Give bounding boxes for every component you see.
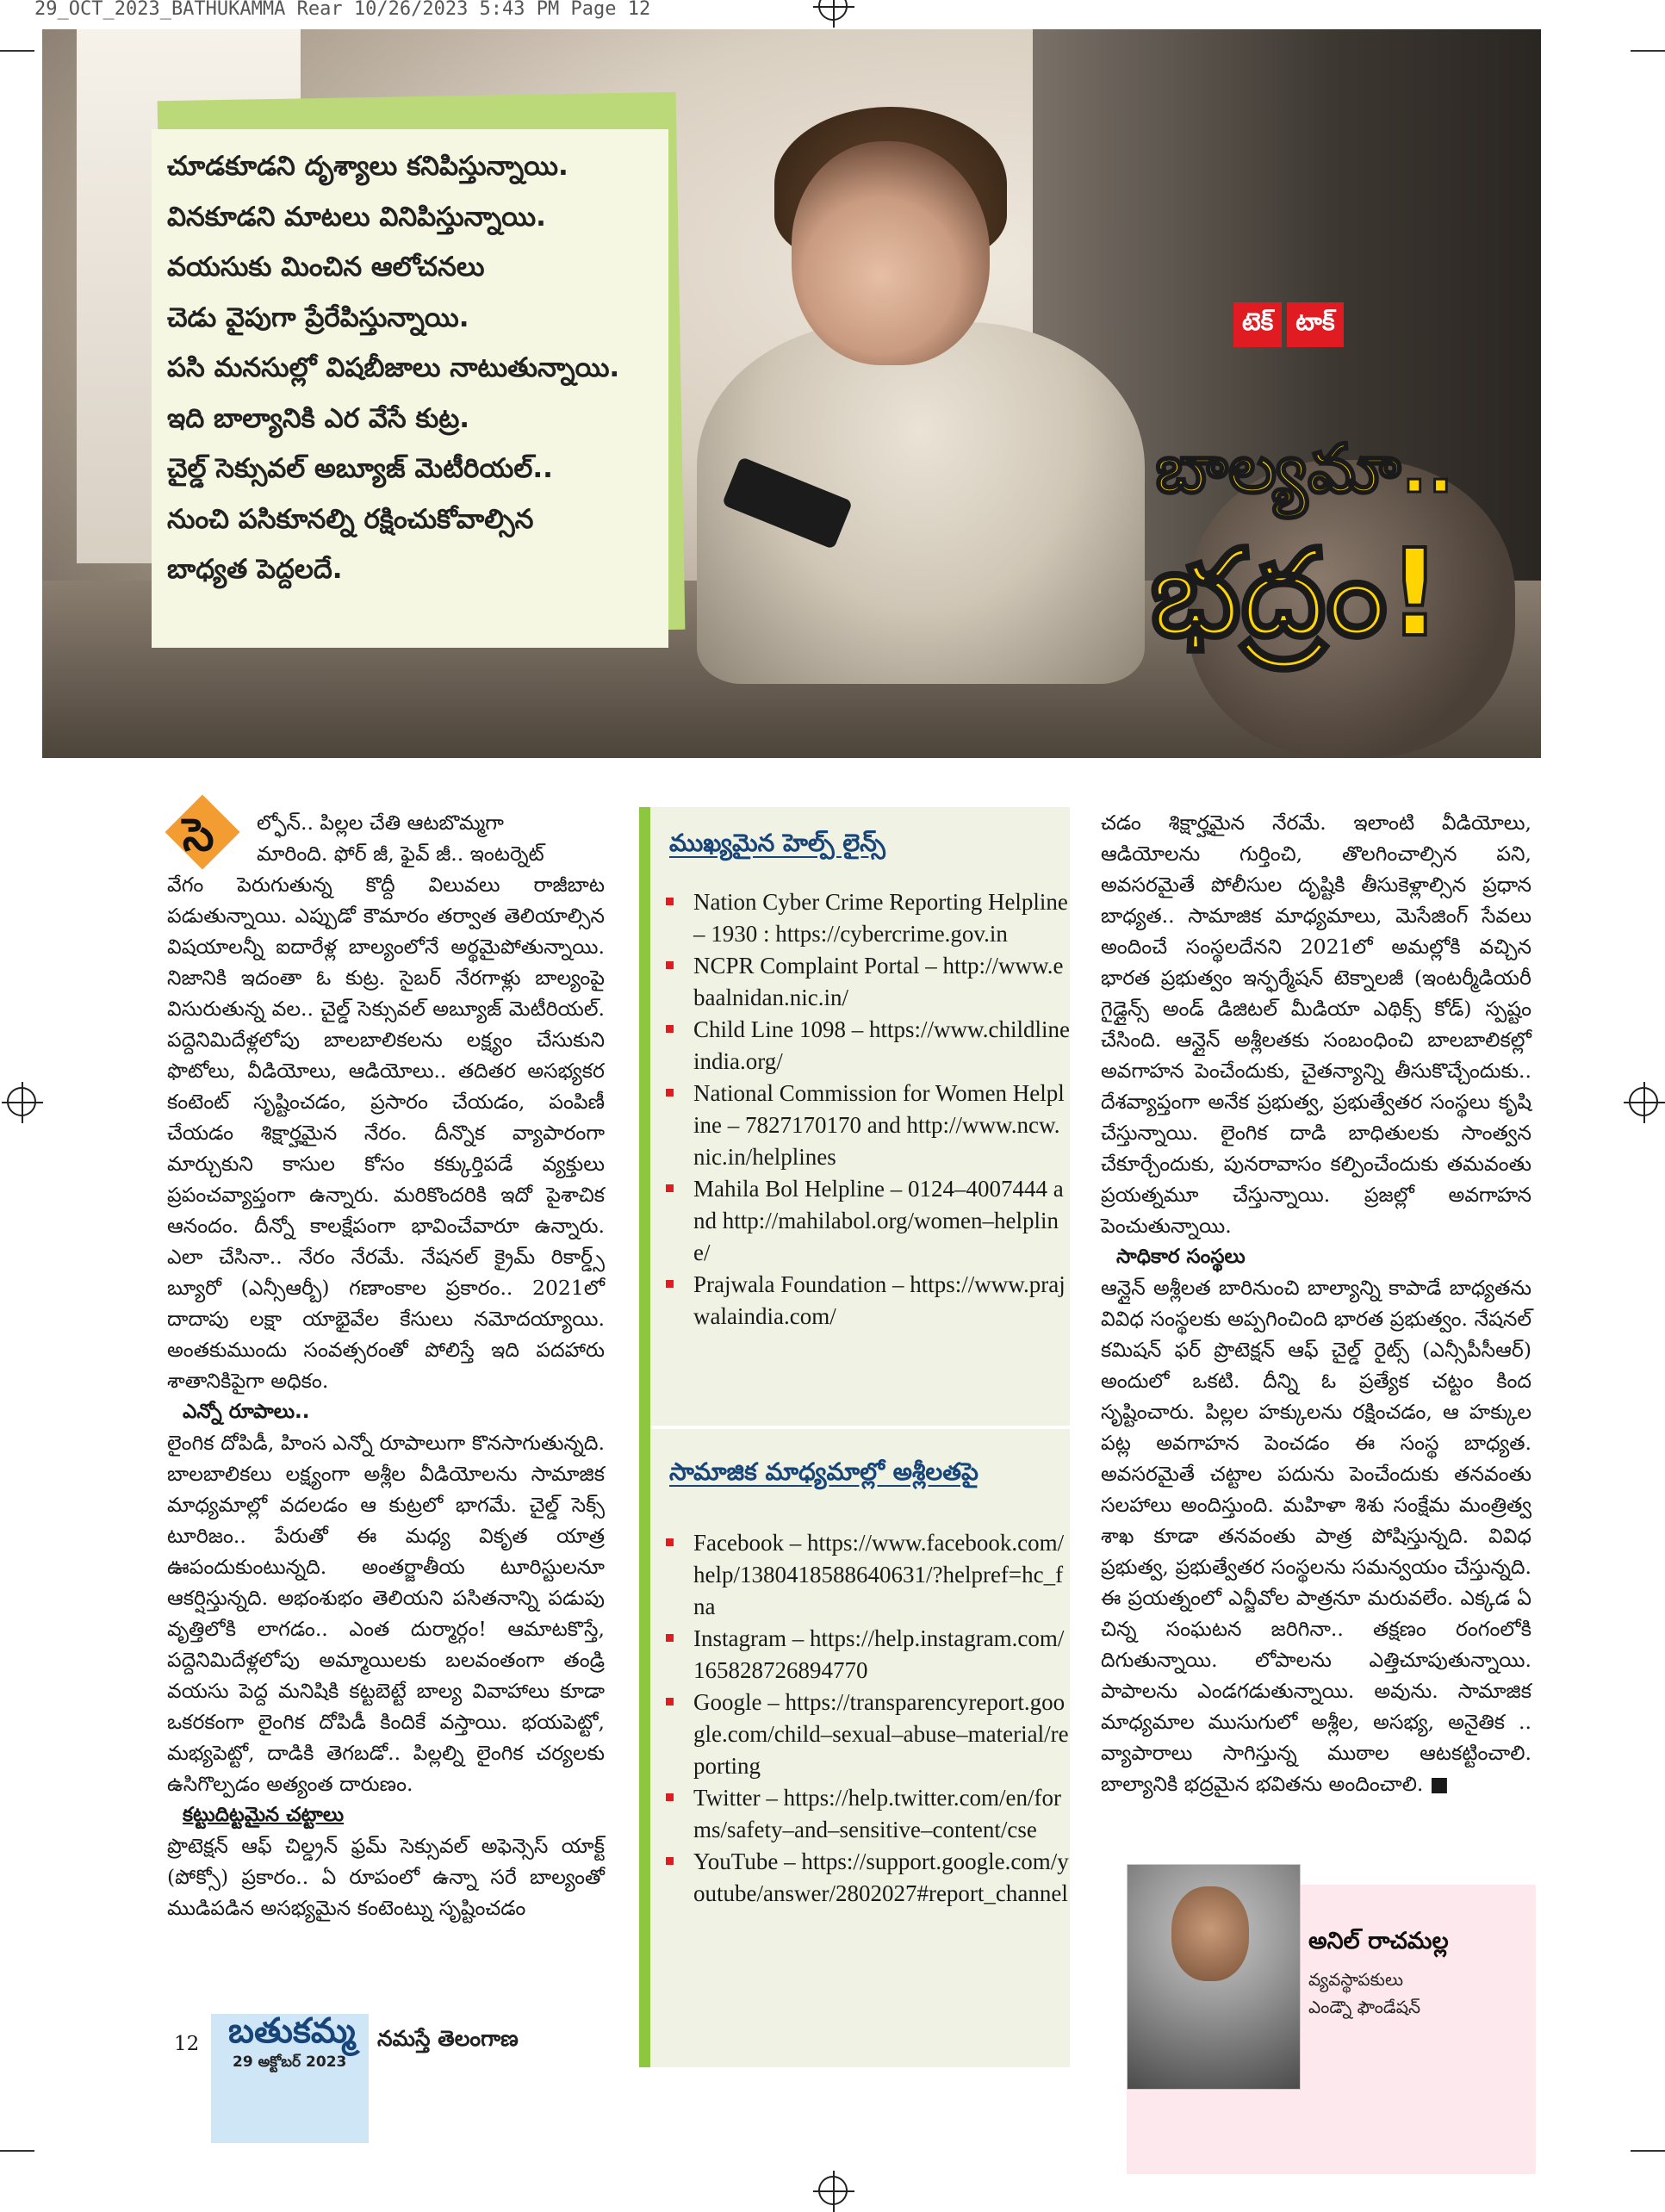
subheading: ఎన్నో రూపాలు.. — [183, 1401, 310, 1423]
footer-paper-name: నమస్తే తెలంగాణ — [377, 2026, 519, 2051]
quote-line: చెడు వైపుగా ప్రేరేపిస్తున్నాయి. — [167, 301, 469, 333]
helplines-list — [650, 886, 1070, 1333]
quote-line: బాధ్యత పెద్దలదే. — [167, 554, 343, 585]
subheading: సాధికార సంస్థలు — [1116, 1246, 1246, 1268]
article-text: ల్ఫోన్.. పిల్లల చేతి ఆటబొమ్మగా — [257, 811, 504, 835]
section-tag-left: టెక్ — [1233, 302, 1282, 347]
social-link-item: YouTube – https://support.google.com/youtube/answer/2802027#report_channel — [650, 1846, 1070, 1910]
sidebar-divider — [650, 1426, 1070, 1429]
social-link-item: Google – https://transparencyreport.google.com/child–sexual–abuse–material/reporting — [650, 1687, 1070, 1782]
helpline-item: Mahila Bol Helpline – 0124–4007444 and http://mahilabol.org/women–helpline/ — [650, 1173, 1070, 1269]
printer-slug: 29_OCT_2023_BATHUKAMMA Rear 10/26/2023 5:43 PM Page 12 — [34, 0, 651, 20]
section-tag — [1233, 302, 1370, 347]
author-face — [1171, 1886, 1249, 1981]
helpline-item: Child Line 1098 – https://www.childlineindia.org/ — [650, 1014, 1070, 1078]
article-paragraph: వేగం పెరుగుతున్న కొద్దీ విలువలు రాజీబాట పడుతున్నాయి. ఎప్పుడో కౌమారం తర్వాత తెలియాల్సిన విషయాలన్నీ ఐదారేళ్ల బాల్యంలోనే అర్థమైపోతున్నాయి. నిజానికి ఇదంతా ఓ కుట్ర. సైబర్ నేరగాళ్లు బాల్యంపై విసురుతున్న వల.. చైల్డ్ సెక్సువల్ అబ్యూజ్ మెటీరియల్. పద్దెనిమిదేళ్లలోపు బాలబాలికలను లక్ష్యం చేసుకుని ఫొటోలు, వీడియోలు, ఆడియోలు.. తదితర అసభ్యకర కంటెంట్ సృష్టించడం, ప్రసారం చేయడం, పంపిణీ చేయడం శిక్షార్హమైన నేరం. దీన్నొక వ్యాపారంగా మార్చుకుని కాసుల కోసం కక్కుర్తిపడే వ్యక్తులు ప్రపంచవ్యాప్తంగా ఉన్నారు. మరికొందరికి ఇదో పైశాచిక ఆనందం. దీన్నో కాలక్షేపంగా భావించేవారూ ఉన్నారు. ఎలా చేసినా.. నేరం నేరమే. నేషనల్ క్రైమ్ రికార్డ్స్ బ్యూరో (ఎన్సీఆర్బీ) గణాంకాల ప్రకారం.. 2021లో దాదాపు లక్షా యాభైవేల కేసులు నమోదయ్యాయి. అంతకుముందు సంవత్సరంతో పోలిస్తే ఇది పదహారు శాతానికిపైగా అధికం. — [167, 873, 605, 1393]
subheading — [167, 1799, 605, 1830]
drop-cap — [167, 807, 257, 864]
article-paragraph: ఆన్లైన్ అశ్లీలత బారినుంచి బాల్యాన్ని కాపాడే బాధ్యతను వివిధ సంస్థలకు అప్పగించింది భారత ప్రభుత్వం. నేషనల్ కమిషన్ ఫర్ ప్రొటెక్షన్ ఆఫ్ చైల్డ్ రైట్స్ (ఎన్సీపీసీఆర్) అందులో ఒకటి. దీన్ని ఓ ప్రత్యేక చట్టం కింద సృష్టించారు. పిల్లల హక్కులను రక్షించడం, ఆ హక్కుల పట్ల అవగాహన పెంచడం ఈ సంస్థ బాధ్యత. అవసరమైతే చట్టాల పదును పెంచేందుకు తనవంతు సలహాలు అందిస్తుంది. మహిళా శిశు సంక్షేమ మంత్రిత్వ శాఖ కూడా తనవంతు పాత్ర పోషిస్తున్నది. వివిధ ప్రభుత్వ, ప్రభుత్వేతర సంస్థలను సమన్వయం చేస్తున్నది. ఈ ప్రయత్నంలో ఎన్జీవోల పాత్రనూ మరువలేం. ఎక్కడ ఏ చిన్న సంఘటన జరిగినా.. తక్షణం రంగంలోకి దిగుతున్నాయి. లోపాలను ఎత్తిచూపుతున్నాయి. పాపాలను ఎండగడుతున్నాయి. అవును. సామాజిక మాధ్యమాల ముసుగులో అశ్లీల, అసభ్య, అనైతిక .. వ్యాపారాలు సాగిస్తున్న ముఠాల ఆటకట్టించాలి. బాల్యానికి భద్రమైన భవితను అందించాలి. ■ — [1101, 1276, 1531, 1796]
helpline-item: National Commission for Women Helpline – 7827170170 and http://www.ncw.nic.in/helplines — [650, 1078, 1070, 1173]
quote-line: పసి మనసుల్లో విషబీజాలు నాటుతున్నాయి. — [167, 352, 620, 383]
registration-mark-icon — [818, 2176, 848, 2205]
quote-line: ఇది బాల్యానికి ఎర వేసే కుట్ర. — [167, 402, 470, 434]
helplines-heading: ముఖ్యమైన హెల్ప్ లైన్స్ — [669, 829, 885, 857]
author-role-line: వ్యవస్థాపకులు — [1308, 1969, 1404, 1990]
quote-line: వినకూడని మాటలు వినిపిస్తున్నాయి. — [167, 201, 546, 233]
social-link-item: Instagram – https://help.instagram.com/165828726894770 — [650, 1623, 1070, 1687]
article-paragraph: చడం శిక్షార్హమైన నేరమే. ఇలాంటి వీడియోలు, ఆడియోలను గుర్తించి, తొలగించాల్సిన పని, అవసరమైతే పోలీసుల దృష్టికి తీసుకెళ్లాల్సిన ప్రధాన బాధ్యత.. సామాజిక మాధ్యమాలు, మెసేజింగ్ సేవలు అందించే సంస్థలదేనని 2021లో అమల్లోకి వచ్చిన భారత ప్రభుత్వం ఇన్ఫర్మేషన్ టెక్నాలజీ (ఇంటర్మీడియరీ గైడ్లైన్స్ అండ్ డిజిటల్ మీడియా ఎథిక్స్ కోడ్) స్పష్టం చేసింది. ఆన్లైన్ అశ్లీలతకు సంబంధించి బాలబాలికల్లో అవగాహన పెంచేందుకు, చైతన్యాన్ని తీసుకొచ్చేందుకు.. దేశవ్యాప్తంగా అనేక ప్రభుత్వ, ప్రభుత్వేతర సంస్థలు కృషి చేస్తున్నాయి. లైంగిక దాడి బాధితులకు సాంత్వన చేకూర్చేందుకు, పునరావాసం కల్పించేందుకు తమవంతు ప్రయత్నమూ చేస్తున్నాయి. ప్రజల్లో అవగాహన పెంచుతున్నాయి. — [1101, 811, 1531, 1238]
article-column-left — [167, 807, 605, 1923]
social-link-item: Twitter – https://help.twitter.com/en/forms/safety–and–sensitive–content/cse — [650, 1782, 1070, 1846]
section-tag-right: టాక్ — [1287, 302, 1343, 347]
quote-line: వయసుకు మించిన ఆలోచనలు — [167, 252, 485, 283]
photo-child-face — [792, 141, 990, 365]
intro-quote-box — [152, 129, 668, 648]
headline-line1: బాల్యమా.. — [1155, 431, 1455, 508]
social-link-item: Facebook – https://www.facebook.com/help/1380418588640631/?helpref=hc_fna — [650, 1527, 1070, 1623]
quote-line: చైల్డ్ సెక్సువల్ అబ్యూజ్ మెటీరియల్.. — [167, 453, 553, 484]
social-heading: సామాజిక మాధ్యమాల్లో అశ్లీలతపై — [669, 1457, 978, 1486]
author-role — [1308, 1966, 1420, 2021]
helpline-item: Nation Cyber Crime Reporting Helpline – 1930 : https://cybercrime.gov.in — [650, 886, 1070, 950]
helplines-section — [650, 826, 1070, 1333]
article-paragraph: ప్రొటెక్షన్ ఆఫ్ చిల్డ్రన్ ఫ్రమ్ సెక్సువల్ అఫెన్సెస్ యాక్ట్ (పోక్సో) ప్రకారం.. ఏ రూపంలో ఉన్నా సరే బాల్యంతో ముడిపడిన అసభ్యమైన కంటెంట్ను సృష్టించడం — [167, 1834, 605, 1920]
subheading-text: కట్టుదిట్టమైన చట్టాలు — [183, 1804, 345, 1826]
crop-mark — [0, 2150, 34, 2152]
quote-line: నుంచి పసికూనల్ని రక్షించుకోవాల్సిన — [167, 503, 534, 535]
article-column-right — [1101, 807, 1531, 1799]
crop-mark — [1631, 50, 1665, 52]
page-number: 12 — [174, 2033, 200, 2055]
helpline-item: Prajwala Foundation – https://www.prajwalaindia.com/ — [650, 1269, 1070, 1333]
footer-brand: బతుకమ్మ — [228, 2011, 356, 2051]
author-role-line: ఎండ్నౌ ఫౌండేషన్ — [1308, 1997, 1421, 2017]
headline-line2: భద్రం! — [1150, 524, 1443, 664]
registration-mark-icon — [1629, 1087, 1658, 1116]
author-name: అనిల్ రాచమల్ల — [1308, 1928, 1449, 1954]
footer-date: 29 అక్టోబర్ 2023 — [233, 2054, 347, 2071]
registration-mark-icon — [7, 1087, 36, 1116]
crop-mark — [1631, 2150, 1665, 2152]
drop-cap-letter: సె — [183, 810, 214, 861]
quote-line: చూడకూడని దృశ్యాలు కనిపిస్తున్నాయి. — [167, 151, 568, 182]
helpline-item: NCPR Complaint Portal – http://www.ebaalnidan.nic.in/ — [650, 950, 1070, 1014]
helpline-sidebar — [639, 807, 1070, 2067]
article-paragraph: లైంగిక దోపిడీ, హింస ఎన్నో రూపాలుగా కొనసాగుతున్నది. బాలబాలికలు లక్ష్యంగా అశ్లీల వీడియోలను సామాజిక మాధ్యమాల్లో వదలడం ఆ కుట్రలో భాగమే. చైల్డ్ సెక్స్ టూరిజం.. పేరుతో ఈ మధ్య వికృత యాత్ర ఊపందుకుంటున్నది. అంతర్జాతీయ టూరిస్టులనూ ఆకర్షిస్తున్నది. అభంశుభం తెలియని పసితనాన్ని పడుపు వృత్తిలోకి లాగడం.. ఎంత దుర్మార్గం! ఆమాటకొస్తే, పద్దెనిమిదేళ్లలోపు అమ్మాయిలకు బలవంతంగా తండ్రి వయసు పెద్ద మనిషికి కట్టబెట్టే బాల్య వివాహాలు కూడా ఒకరకంగా లైంగిక దోపిడీ కిందికే వస్తాయి. భయపెట్టో, మభ్యపెట్టో, దాడికి తెగబడో.. పిల్లల్ని లైంగిక చర్యలకు ఉసిగొల్పడం అత్యంత దారుణం. — [167, 1431, 605, 1796]
article-text: మారింది. ఫోర్ జీ, ఫైవ్ జీ.. ఇంటర్నెట్ — [257, 842, 544, 866]
social-links-list — [650, 1527, 1070, 1910]
social-section — [650, 1455, 1070, 1910]
crop-mark — [0, 50, 34, 52]
